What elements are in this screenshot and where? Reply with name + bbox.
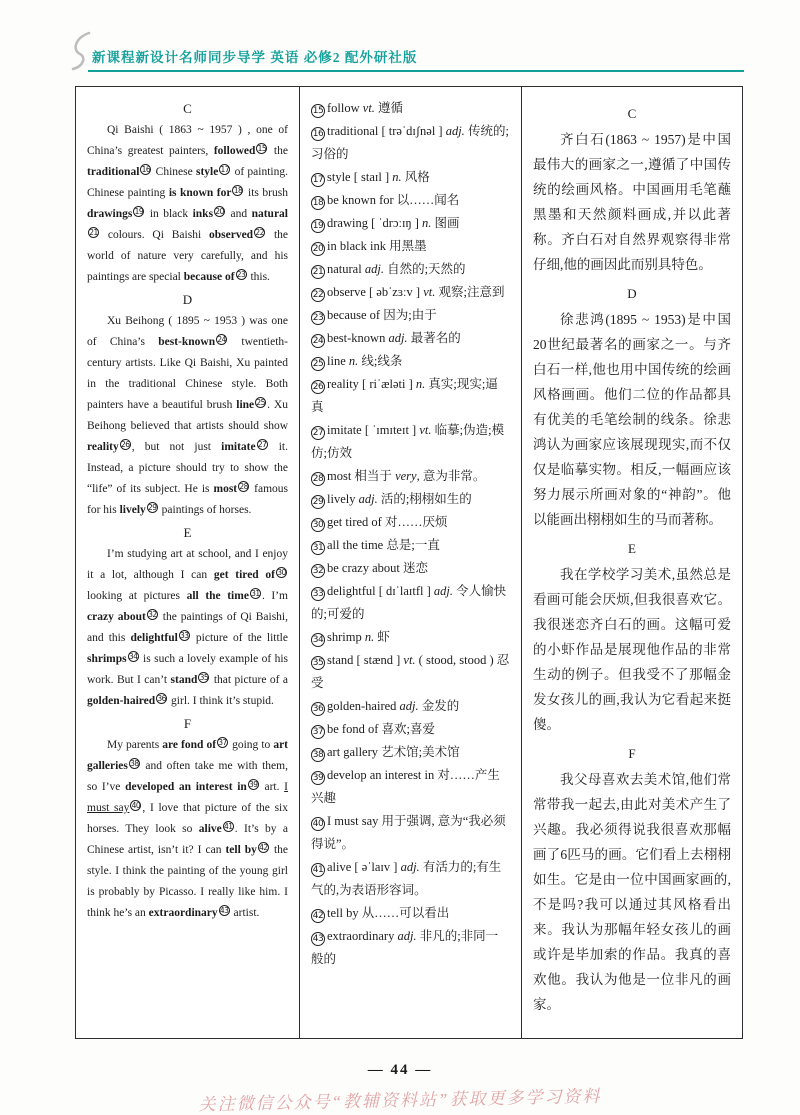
annotation-number: 32 xyxy=(148,610,157,619)
vocab-entry xyxy=(311,925,510,971)
passage-paragraph xyxy=(87,311,288,521)
vocab-entry xyxy=(311,856,510,902)
vocab-entry xyxy=(311,695,510,718)
entry-number: 40 xyxy=(312,819,324,829)
text-segment: crazy about xyxy=(87,611,146,623)
annotation-number: 42 xyxy=(259,843,268,852)
vocab-entry xyxy=(311,902,510,925)
entry-number: 17 xyxy=(312,175,324,185)
text-segment: delightful xyxy=(130,632,178,644)
text-segment: be known for 以……闻名 xyxy=(327,193,460,207)
entry-number: 20 xyxy=(312,244,324,254)
text-segment: this. xyxy=(247,271,270,283)
passage-paragraph xyxy=(87,544,288,712)
text-segment: 令人愉快的;可爱的 xyxy=(311,584,507,621)
text-segment: 自然的;天然的 xyxy=(383,262,466,276)
vocab-entry xyxy=(311,626,510,649)
entry-number: 15 xyxy=(312,106,324,116)
text-segment: best-known xyxy=(158,336,216,348)
text-segment: looking at pictures xyxy=(87,590,187,602)
text-segment: , but not just xyxy=(131,441,222,453)
text-segment: shrimp xyxy=(327,630,365,644)
text-segment: natural xyxy=(327,262,365,276)
text-segment: of painting. Chinese painting xyxy=(87,166,288,199)
text-segment: the world of nature very carefully, and his paintings are special xyxy=(87,229,288,283)
text-segment: alive [ əˈlaɪv ] xyxy=(327,860,401,874)
entry-number: 41 xyxy=(312,865,324,875)
text-segment: adj. xyxy=(388,331,408,345)
text-segment: paintings of horses. xyxy=(158,504,252,516)
text-segment: style [ staɪl ] xyxy=(327,170,393,184)
text-segment: imitate [ ˈɪmɪteɪt ] xyxy=(327,423,420,437)
text-segment: My parents xyxy=(107,739,163,751)
text-segment: I’m studying art at school, and I enjoy it a lot, although I can xyxy=(87,548,288,581)
text-segment: line xyxy=(236,399,255,411)
text-segment: is known for xyxy=(168,187,232,199)
annotation-number: 31 xyxy=(251,589,260,598)
entry-number: 32 xyxy=(312,566,324,576)
vocab-entry xyxy=(311,557,510,580)
text-segment: drawings xyxy=(87,208,133,220)
text-segment: get tired of xyxy=(213,569,276,581)
text-segment: very xyxy=(395,469,417,483)
text-segment: follow xyxy=(327,101,363,115)
text-segment: reality [ riˈæləti ] xyxy=(327,377,416,391)
text-segment: n. xyxy=(364,630,375,644)
entry-number: 35 xyxy=(312,658,324,668)
text-segment: I must say xyxy=(87,781,288,814)
text-segment: picture of the little xyxy=(190,632,288,644)
annotation-number: 21 xyxy=(89,228,98,237)
text-segment: 遵循 xyxy=(374,101,404,115)
vocab-entry xyxy=(311,718,510,741)
section-label-E: E xyxy=(183,525,192,540)
translation-paragraph: 齐白石(1863 ~ 1957)是中国最伟大的画家之一,遵循了中国传统的绘画风格。中国画用毛笔蘸黑墨和天然颜料画成,并以此著称。齐白石对自然界观察得非常仔细,他的画因此而别具特色。 xyxy=(533,132,731,272)
text-segment: in black ink 用黑墨 xyxy=(327,239,427,253)
text-segment: the paintings of Qi Baishi, and this xyxy=(87,611,289,644)
text-segment: adj. xyxy=(364,262,384,276)
text-segment: 图画 xyxy=(431,216,460,230)
annotation-number: 40 xyxy=(131,801,141,810)
text-segment: it. Instead, a picture should try to show the “life” of its subject. He is xyxy=(87,441,288,495)
text-segment: delightful [ dɪˈlaɪtfl ] xyxy=(327,584,434,598)
text-segment: . Xu Beihong believed that artists should show xyxy=(87,399,288,432)
vocab-entry xyxy=(311,373,510,419)
text-segment: alive xyxy=(198,823,222,835)
vocab-entry xyxy=(311,281,510,304)
vocab-entry xyxy=(311,465,510,488)
text-segment: the style. I think the painting of the young girl is probably by Picasso. I really like him. I think he’s an xyxy=(87,844,288,919)
vocab-entry xyxy=(311,764,510,810)
annotation-number: 37 xyxy=(218,738,227,747)
text-segment: its brush xyxy=(244,187,288,199)
text-segment: inks xyxy=(192,208,214,220)
entry-number: 21 xyxy=(312,267,324,277)
entry-number: 16 xyxy=(312,129,324,139)
text-segment: adj. xyxy=(445,124,465,138)
entry-number: 38 xyxy=(312,750,324,760)
section-label-F: F xyxy=(183,716,192,731)
text-segment: golden-haired xyxy=(327,699,400,713)
annotation-number: 23 xyxy=(236,270,246,279)
header-rule xyxy=(88,70,744,72)
vocab-entry xyxy=(311,327,510,350)
section-label-C: C xyxy=(183,101,192,116)
text-segment: tell by 从……可以看出 xyxy=(327,906,450,920)
text-segment: 线;线条 xyxy=(358,354,403,368)
entry-number: 25 xyxy=(312,359,324,369)
section-label-D: D xyxy=(627,286,637,301)
annotation-number: 20 xyxy=(215,207,224,216)
vocab-entry xyxy=(311,166,510,189)
text-segment: reality xyxy=(87,441,119,453)
column-english-passages xyxy=(76,87,300,1038)
annotation-number: 22 xyxy=(255,228,264,237)
vocab-entry xyxy=(311,488,510,511)
text-segment: 金发的 xyxy=(418,699,460,713)
text-segment: artist. xyxy=(230,907,260,919)
passage-paragraph xyxy=(87,735,288,924)
section-label-F: F xyxy=(628,746,636,761)
text-segment: , I love that picture of the six horses. They look so xyxy=(87,802,288,835)
text-segment: . I’m xyxy=(261,590,288,602)
translation-paragraph: 我父母喜欢去美术馆,他们常常带我一起去,由此对美术产生了兴趣。我必须得说我很喜欢那幅画了6匹马的画。它们看上去栩栩如生。它是由一位中国画家画的,不是吗?我可以通过其风格看出来。我认为那幅年轻女孩儿的画或许是毕加索的作品。我真的喜欢他。我认为他是一位非凡的画家。 xyxy=(533,772,731,1012)
text-segment: 活的;栩栩如生的 xyxy=(377,492,472,506)
translation-paragraph: 徐悲鸿(1895 ~ 1953)是中国20世纪最著名的画家之一。与齐白石一样,他也用中国传统的绘画风格画画。他们二位的作品都具有优美的毛笔绘制的线条。徐悲鸿认为画家应该展现现实,而不仅仅是临摹实物。相反,一幅画应该努力展示所画对象的“神韵”。他以能画出栩栩如生的马而著称。 xyxy=(533,312,731,527)
text-segment: 有活力的;有生气的,为表语形容词。 xyxy=(311,860,502,897)
text-segment: because of xyxy=(183,271,235,283)
text-segment: adj. xyxy=(397,929,417,943)
text-segment: is such a lovely example of his work. But I can’t xyxy=(87,653,288,686)
text-segment: and xyxy=(226,208,252,220)
entry-number: 37 xyxy=(312,727,324,737)
annotation-number: 30 xyxy=(277,568,286,577)
text-segment: and often take me with them, so I’ve xyxy=(87,760,288,793)
vocab-entry xyxy=(311,120,510,166)
text-segment: traditional [ trəˈdɪʃnəl ] xyxy=(327,124,446,138)
text-segment: adj. xyxy=(358,492,378,506)
text-segment: that picture of a xyxy=(210,674,289,686)
text-segment: colours. Qi Baishi xyxy=(100,229,209,241)
text-segment: 风格 xyxy=(401,170,430,184)
text-segment: in black xyxy=(145,208,193,220)
vocab-entry xyxy=(311,580,510,626)
text-segment: all the time xyxy=(186,590,249,602)
vocab-entry xyxy=(311,741,510,764)
text-segment: extraordinary xyxy=(148,907,218,919)
entry-number: 30 xyxy=(312,520,324,530)
text-segment: be crazy about 迷恋 xyxy=(327,561,429,575)
annotation-number: 27 xyxy=(257,440,267,449)
text-segment: , 意为非常。 xyxy=(416,469,486,483)
text-segment: observed xyxy=(209,229,254,241)
entry-number: 42 xyxy=(312,911,324,921)
section-label-C: C xyxy=(627,106,637,121)
column-chinese-translation xyxy=(522,87,742,1038)
text-segment: natural xyxy=(251,208,288,220)
entry-number: 39 xyxy=(312,773,324,783)
text-segment: adj. xyxy=(433,584,454,598)
vocab-entry xyxy=(311,97,510,120)
annotation-number: 33 xyxy=(180,631,189,640)
vocab-entry xyxy=(311,258,510,281)
vocab-entry xyxy=(311,419,510,465)
annotation-number: 17 xyxy=(220,165,230,174)
vocab-entry xyxy=(311,810,510,856)
annotation-number: 41 xyxy=(223,822,233,831)
text-segment: vt. xyxy=(362,101,375,115)
annotation-number: 28 xyxy=(239,482,248,491)
entry-number: 28 xyxy=(312,474,324,484)
text-segment: vt. xyxy=(419,423,432,437)
text-segment: tell by xyxy=(225,844,257,856)
text-segment: art gallery 艺术馆;美术馆 xyxy=(327,745,460,759)
vocab-entry xyxy=(311,649,510,695)
text-segment: 观察;注意到 xyxy=(435,285,505,299)
header-title: 新课程新设计名师同步导学 英语 必修2 配外研社版 xyxy=(92,50,418,65)
text-segment: style xyxy=(195,166,219,178)
vocab-entry xyxy=(311,235,510,258)
watermark-text: 关注微信公众号“教辅资料站”获取更多学习资料 xyxy=(198,1086,602,1115)
text-segment: famous for his xyxy=(87,483,288,516)
annotation-number: 36 xyxy=(157,694,166,703)
text-segment: 非凡的;非同一般的 xyxy=(311,929,499,966)
text-segment: vt. xyxy=(403,653,416,667)
content-box xyxy=(75,86,743,1039)
entry-number: 18 xyxy=(312,198,324,208)
text-segment: 传统的;习俗的 xyxy=(311,124,509,161)
text-segment: Chinese xyxy=(152,166,196,178)
annotation-number: 34 xyxy=(128,652,138,661)
vocab-entry xyxy=(311,304,510,327)
text-segment: most 相当于 xyxy=(327,469,396,483)
entry-number: 34 xyxy=(312,635,324,645)
text-segment: 最著名的 xyxy=(407,331,461,345)
entry-number: 27 xyxy=(312,428,324,438)
text-segment: vt. xyxy=(423,285,436,299)
vocab-entry xyxy=(311,189,510,212)
annotation-number: 18 xyxy=(233,186,243,195)
entry-number: 43 xyxy=(312,934,324,944)
annotation-number: 15 xyxy=(257,144,267,153)
section-label-E: E xyxy=(628,541,636,556)
page-number: — 44 — xyxy=(367,1062,433,1078)
text-segment: lively xyxy=(327,492,359,506)
translation-paragraph: 我在学校学习美术,虽然总是看画可能会厌烦,但我很喜欢它。我很迷恋齐白石的画。这幅可爱的小虾作品是展现他作品的非常生动的例子。但我受不了那幅金发女孩儿的画,我认为它看起来挺傻。 xyxy=(533,567,731,732)
text-segment: stand xyxy=(170,674,198,686)
text-segment: golden-haired xyxy=(87,695,156,707)
vocab-entry xyxy=(311,511,510,534)
text-segment: be fond of 喜欢;喜爱 xyxy=(327,722,435,736)
text-segment: developed an interest in xyxy=(125,781,247,793)
text-segment: imitate xyxy=(221,441,256,453)
text-segment: n. xyxy=(348,354,359,368)
text-segment: 临摹;伪造;模仿;仿效 xyxy=(311,423,505,460)
text-segment: drawing [ ˈdrɔːɪŋ ] xyxy=(327,216,423,230)
annotation-number: 25 xyxy=(256,398,265,407)
text-segment: lively xyxy=(119,504,146,516)
annotation-number: 26 xyxy=(120,440,130,449)
text-segment: line xyxy=(327,354,349,368)
text-segment: observe [ əbˈzɜːv ] xyxy=(327,285,424,299)
text-segment: followed xyxy=(213,145,256,157)
text-segment: the xyxy=(268,145,288,157)
text-segment: girl. I think it’s stupid. xyxy=(168,695,274,707)
text-segment: adj. xyxy=(400,860,420,874)
entry-number: 36 xyxy=(312,704,324,714)
entry-number: 24 xyxy=(312,336,324,346)
text-segment: all the time 总是;一直 xyxy=(327,538,440,552)
text-segment: 虾 xyxy=(374,630,390,644)
text-segment: stand [ stænd ] xyxy=(327,653,404,667)
entry-number: 31 xyxy=(312,543,324,553)
text-segment: n. xyxy=(392,170,402,184)
section-label-D: D xyxy=(182,292,193,307)
entry-number: 26 xyxy=(312,382,324,392)
text-segment: develop an interest in 对……产生兴趣 xyxy=(311,768,500,805)
entry-number: 29 xyxy=(312,497,324,507)
text-segment: best-known xyxy=(327,331,389,345)
column-vocabulary-list xyxy=(300,87,522,1038)
annotation-number: 19 xyxy=(134,207,144,216)
text-segment: 真实;现实;逼真 xyxy=(311,377,498,414)
annotation-number: 16 xyxy=(141,165,151,174)
text-segment: because of 因为;由于 xyxy=(327,308,437,322)
text-segment: shrimps xyxy=(87,653,127,665)
vocab-entry xyxy=(311,534,510,557)
text-segment: traditional xyxy=(87,166,140,178)
text-segment: art. xyxy=(259,781,285,793)
text-segment: going to xyxy=(229,739,274,751)
text-segment: get tired of 对……厌烦 xyxy=(327,515,448,529)
text-segment: are fond of xyxy=(162,739,217,751)
entry-number: 23 xyxy=(312,313,324,323)
text-segment: Qi Baishi ( 1863 ~ 1957 ) , one of China’s greatest painters, xyxy=(87,124,288,157)
entry-number: 19 xyxy=(312,221,324,231)
text-segment: art galleries xyxy=(87,739,289,772)
text-segment: Xu Beihong ( 1895 ~ 1953 ) was one of China’s xyxy=(87,315,288,348)
entry-number: 22 xyxy=(312,290,324,300)
text-segment: n. xyxy=(422,216,432,230)
vocab-entry xyxy=(311,350,510,373)
annotation-number: 43 xyxy=(219,906,229,915)
text-segment: extraordinary xyxy=(327,929,398,943)
text-segment: . It’s by a Chinese artist, isn’t it? I can xyxy=(87,823,288,856)
text-segment: adj. xyxy=(399,699,419,713)
annotation-number: 35 xyxy=(199,673,209,682)
annotation-number: 24 xyxy=(217,335,226,344)
entry-number: 33 xyxy=(312,589,324,599)
vocab-entry xyxy=(311,212,510,235)
annotation-number: 29 xyxy=(148,503,157,512)
text-segment: I must say 用于强调, 意为“我必须得说”。 xyxy=(311,814,506,851)
text-segment: n. xyxy=(415,377,426,391)
annotation-number: 39 xyxy=(249,780,258,789)
text-segment: most xyxy=(213,483,238,495)
passage-paragraph xyxy=(87,120,288,288)
annotation-number: 38 xyxy=(130,759,139,768)
text-segment: twentieth-century artists. Like Qi Baishi, Xu painted in the traditional Chinese style. Both painters have a beautiful brush xyxy=(87,336,288,411)
text-segment: ( stood, stood ) 忍受 xyxy=(311,653,510,690)
